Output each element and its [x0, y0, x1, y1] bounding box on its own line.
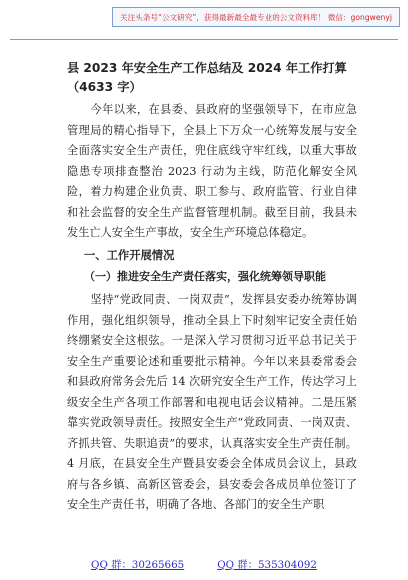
section-heading: 一、工作开展情况: [84, 249, 175, 262]
footer-contacts: [0, 556, 408, 571]
promo-banner: [112, 7, 400, 27]
body-paragraph: 坚持“党政同责、一岗双责”，发挥县安委办统筹协调作用，强化组织领导，推动全县上下时刻牢记安全责任始终绷紧安全这根弦。一是深入学习贯彻习近平总书记关于安全生产重要论述和重要批示精神。今年以来县委常委会和县政府常务会先后 14 次研究安全生产工作，传达学习上级安全生产各项工作部署和电视电话会议精神。二是压紧靠实党政领导责任。按照安全生产“党政同责、一岗双责、齐抓共管、失职追责”的要求，认真落实安全生产责任制。4 月底，在县安全生产暨县安委会全体成员会议上，县政府与各乡镇、高新区管委会，县安委会各成员单位签订了安全生产责任书，明确了各地、各部门的安全生产职: [67, 293, 357, 511]
document-title: 县 2023 年安全生产工作总结及 2024 年工作打算（4633 字）: [67, 61, 347, 94]
header-divider: [10, 39, 398, 40]
qq-group-link-2[interactable]: QQ 群：535304092: [217, 559, 317, 571]
promo-banner-text: 关注头条号“公文研究”，获得最新最全最专业的公文资料库！ 微信：gongwenyj: [120, 12, 392, 22]
qq-group-link-1[interactable]: QQ 群：30265665: [91, 559, 185, 571]
subsection-heading: （一）推进安全生产责任落实，强化统筹领导职能: [84, 270, 326, 283]
intro-paragraph: 今年以来，在县委、县政府的坚强领导下，在市应急管理局的精心指导下，全县上下万众一心统筹发展与安全全面落实安全生产责任，兜住底线守牢红线，以重大事故隐患专项排查整治 2023 行动为主线，防范化解安全风险，着力构建企业负责、职工参与、政府监管、行业自律和社会监督的安全生产监督管理机制。截至目前，我县未发生亡人安全生产事故，安全生产环境总体稳定。: [67, 103, 357, 239]
